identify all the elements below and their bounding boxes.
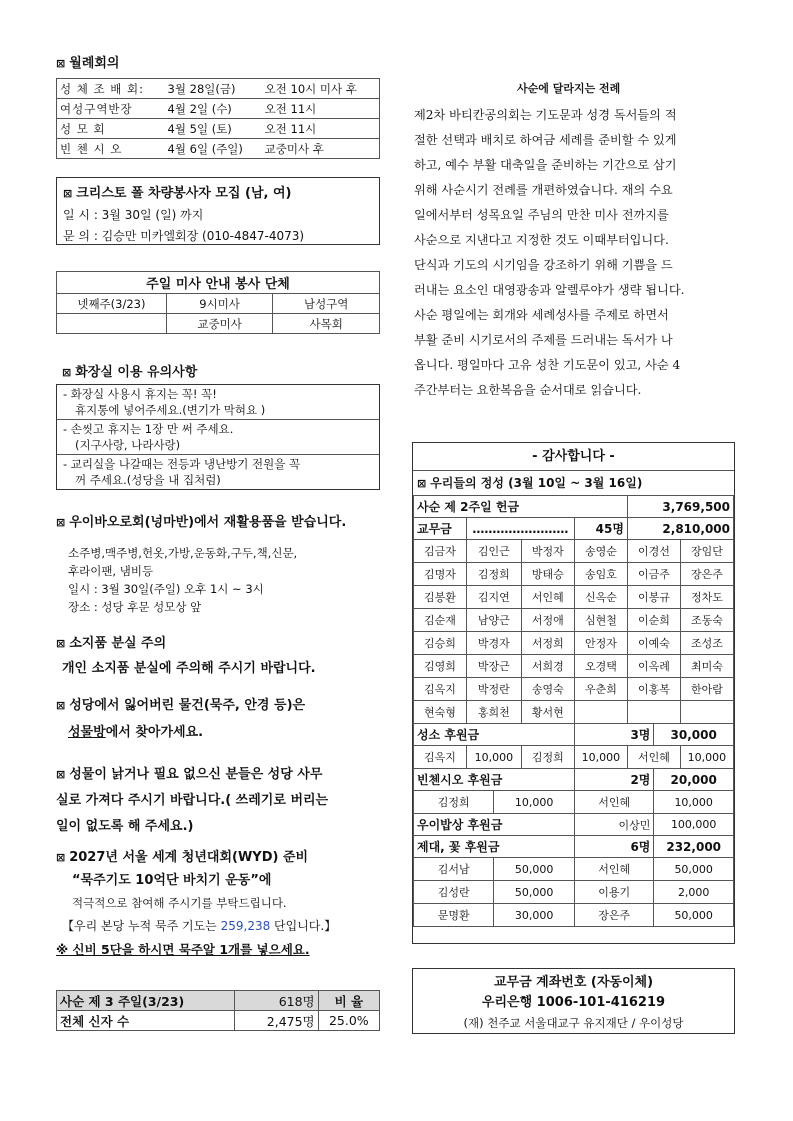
thanks-grid-row [414, 655, 734, 678]
lent-line: 제2차 바티칸공의회는 기도문과 성경 독서들의 적 [414, 108, 677, 122]
thanks-grid-cell: 박정란 [466, 678, 521, 701]
recycle-items: 소주병,맥주병,헌옷,가방,운동화,구두,책,신문, [68, 546, 298, 560]
thanks-grid-cell: 2,000 [654, 881, 734, 904]
thanks-section-row [414, 769, 734, 791]
recycle-details [68, 544, 297, 616]
mass-guide-table [56, 271, 380, 334]
old-items-line-3: 일이 없도록 해 주세요.) [56, 819, 194, 834]
thanks-grid-cell: 김정희 [466, 563, 521, 586]
bullet-icon: ⊠ [56, 699, 66, 712]
thanks-grid-cell: 우춘희 [574, 678, 627, 701]
thanks-grid-cell: 신옥순 [574, 586, 627, 609]
found-line-2-rest: 에서 찾아가세요. [105, 725, 204, 740]
wyd-line-4 [56, 915, 336, 938]
meeting-cell: 성 모 회 [57, 119, 165, 139]
thanks-grid-cell: 한아람 [680, 678, 733, 701]
restroom-title: 화장실 이용 유의사항 [75, 365, 198, 380]
found-line-1: 성당에서 잃어버린 물건(묵주, 안경 등)은 [69, 698, 306, 713]
thanks-grid-row [414, 904, 734, 927]
mass-guide-cell: 사목회 [273, 314, 380, 334]
thanks-grid-cell: 장은주 [574, 904, 654, 927]
volunteer-title: 크리스토 폴 차량봉사자 모집 (남, 여) [76, 186, 292, 201]
old-items-line-2: 실로 가져다 주시기 바랍니다.( 쓰레기로 버리는 [56, 793, 329, 808]
thanks-grid-row [414, 858, 734, 881]
thanks-grid-cell: 서인혜 [574, 791, 654, 814]
recycle-title: 우이바오로회(넝마반)에서 재활용품을 받습니다. [69, 515, 347, 530]
restroom-item-line: 꺼 주세요.(성당을 내 집처럼) [75, 473, 221, 487]
vincent-amount: 20,000 [654, 769, 734, 791]
restroom-item [57, 385, 379, 420]
lent-line: 절한 선택과 배치로 하여금 세례를 준비할 수 있게 [414, 133, 677, 147]
lent-line: 러내는 요소인 대영광송과 알렐루야가 생략 됩니다. [414, 283, 685, 297]
mass-guide-cell [57, 314, 167, 334]
restroom-item-line: - 교리실을 나갈때는 전등과 냉난방기 전원을 꼭 [63, 457, 301, 471]
attendance-cell: 2,475명 [234, 1011, 318, 1031]
mass-guide-cell: 남성구역 [273, 294, 380, 314]
thanks-grid-cell: 장임단 [680, 540, 733, 563]
thanks-grid-cell: 50,000 [494, 881, 575, 904]
thanks-period-row [413, 471, 734, 495]
account-holder: (재) 천주교 서울대교구 유지재단 / 우이성당 [463, 1016, 684, 1030]
meetings-title: 월례회의 [69, 56, 120, 71]
attendance-cell: 사순 제 3 주일(3/23) [57, 991, 235, 1011]
meeting-row [57, 79, 380, 99]
volunteer-box [56, 177, 380, 245]
vincent-label: 빈첸시오 후원금 [414, 769, 575, 791]
wyd-notice [56, 846, 336, 961]
thanks-grid-cell: 안정자 [574, 632, 627, 655]
attendance-cell: 618명 [234, 991, 318, 1011]
thanks-grid-row [414, 609, 734, 632]
thanks-grid-cell: 서희경 [521, 655, 574, 678]
thanks-grid-cell: 김정희 [521, 746, 574, 769]
thanks-grid-cell: 조성조 [680, 632, 733, 655]
attendance-cell: 전체 신자 수 [57, 1011, 235, 1031]
attendance-table [56, 990, 380, 1031]
altar-amount: 232,000 [654, 836, 734, 858]
thanks-grid-cell: 김지연 [466, 586, 521, 609]
meeting-row [57, 119, 380, 139]
thanks-box [412, 442, 735, 944]
wyd-line-3: 적극적으로 참여해 주시기를 부탁드립니다. [72, 896, 287, 910]
meeting-cell: 3월 28일(금) [165, 79, 262, 99]
thanks-grid-row [414, 701, 734, 724]
thanks-grid-cell: 오경택 [574, 655, 627, 678]
thanks-section-row [414, 496, 734, 518]
sanctuary-label: 성소 후원금 [414, 724, 575, 746]
altar-label: 제대, 꽃 후원금 [414, 836, 575, 858]
lent-line: 단식과 기도의 시기임을 강조하기 위해 기쁨을 드 [414, 258, 673, 272]
thanks-grid-cell: 이금주 [627, 563, 680, 586]
tithe-dots: …………………… [466, 518, 574, 540]
mass-guide-row [57, 314, 380, 334]
sunday-offering-label: 사순 제 2주일 헌금 [414, 496, 628, 518]
thanks-grid-cell: 최미숙 [680, 655, 733, 678]
bullet-icon: ⊠ [56, 851, 66, 864]
thanks-grid-cell: 서인혜 [521, 586, 574, 609]
rice-donor: 이상민 [574, 814, 654, 836]
thanks-grid-cell: 김순재 [414, 609, 467, 632]
thanks-grid-cell: 서인혜 [627, 746, 680, 769]
thanks-grid-cell: 박장근 [466, 655, 521, 678]
restroom-item-line: (지구사랑, 나라사랑) [75, 438, 181, 452]
bullet-icon: ⊠ [62, 366, 72, 379]
mass-guide-title: 주일 미사 안내 봉사 단체 [57, 272, 380, 294]
thanks-grid-cell: 10,000 [680, 746, 733, 769]
lost-title: 소지품 분실 주의 [69, 636, 167, 651]
lent-line: 사순 평일에는 회개와 세례성사를 주제로 하면서 [414, 308, 669, 322]
thanks-grid-cell: 김옥지 [414, 746, 467, 769]
meeting-cell: 성 체 조 배 회: [57, 79, 165, 99]
thanks-grid-row [414, 678, 734, 701]
wyd-line-1: 2027년 서울 세계 청년대회(WYD) 준비 [69, 850, 309, 865]
meetings-table [56, 78, 380, 159]
thanks-grid-cell: 김금자 [414, 540, 467, 563]
thanks-grid-cell: 황서현 [521, 701, 574, 724]
thanks-section-row [414, 836, 734, 858]
rice-amount: 100,000 [654, 814, 734, 836]
thanks-grid-row [414, 540, 734, 563]
mass-guide-cell: 교중미사 [166, 314, 273, 334]
meeting-cell: 오전 11시 [262, 99, 380, 119]
thanks-grid-cell: 10,000 [574, 746, 627, 769]
account-box [412, 968, 735, 1034]
restroom-item-line: 휴지통에 넣어주세요.(변기가 막혀요 ) [75, 403, 266, 417]
thanks-grid-cell: 남양근 [466, 609, 521, 632]
bullet-icon: ⊠ [56, 516, 66, 529]
wyd-line-2: “묵주기도 10억단 바치기 운동”에 [72, 873, 272, 888]
thanks-section-row [414, 814, 734, 836]
wyd-count-prefix: 【우리 본당 누적 묵주 기도는 [62, 919, 221, 933]
thanks-grid-row [414, 563, 734, 586]
tithe-count: 45명 [574, 518, 627, 540]
meeting-cell: 빈 첸 시 오 [57, 139, 165, 159]
thanks-grid-cell: 이용기 [574, 881, 654, 904]
meeting-cell: 오전 10시 미사 후 [262, 79, 380, 99]
volunteer-date: 일 시 : 3월 30일 (일) 까지 [63, 208, 204, 222]
bullet-icon: ⊠ [63, 187, 73, 200]
thanks-grid-cell: 송영숙 [521, 678, 574, 701]
sanctuary-count: 3명 [574, 724, 654, 746]
lent-line: 옵니다. 평일마다 고유 성찬 기도문이 있고, 사순 4 [414, 358, 681, 372]
attendance-row [57, 991, 380, 1011]
bullet-icon: ⊠ [417, 477, 427, 490]
lent-line: 주간부터는 요한복음을 순서대로 읽습니다. [414, 383, 642, 397]
tithe-amount: 2,810,000 [627, 518, 733, 540]
thanks-grid-cell: 김성란 [414, 881, 494, 904]
thanks-grid-cell: 김영희 [414, 655, 467, 678]
recycle-heading [56, 511, 346, 530]
sunday-offering-amount: 3,769,500 [627, 496, 733, 518]
meeting-cell: 4월 5일 (토) [165, 119, 262, 139]
thanks-grid-cell: 김승희 [414, 632, 467, 655]
thanks-grid-cell: 서정애 [521, 609, 574, 632]
restroom-item-line: - 화장실 사용시 휴지는 꼭! 꼭! [63, 387, 217, 401]
meeting-row [57, 99, 380, 119]
wyd-rosary-count: 259,238 [220, 919, 271, 933]
thanks-grid-cell: 김서남 [414, 858, 494, 881]
old-items-line-1: 성물이 낡거나 필요 없으신 분들은 성당 사무 [69, 767, 323, 782]
thanks-grid-cell: 현숙형 [414, 701, 467, 724]
mass-guide-cell: 넷째주(3/23) [57, 294, 167, 314]
mass-guide-cell: 9시미사 [166, 294, 273, 314]
thanks-grid-cell: 박경자 [466, 632, 521, 655]
thanks-period: 우리들의 정성 (3월 10일 ~ 3월 16일) [430, 476, 643, 490]
thanks-grid-cell: 박정자 [521, 540, 574, 563]
vincent-count: 2명 [574, 769, 654, 791]
volunteer-contact: 문 의 : 김승만 미카엘회장 (010-4847-4073) [63, 229, 305, 243]
bullet-icon: ⊠ [56, 57, 66, 70]
thanks-grid-cell: 방태승 [521, 563, 574, 586]
recycle-date: 일시 : 3월 30일(주일) 오후 1시 ~ 3시 [68, 582, 264, 596]
attendance-cell: 25.0% [318, 1011, 379, 1031]
thanks-grid-cell: 조동숙 [680, 609, 733, 632]
restroom-box [56, 384, 380, 490]
thanks-title: - 감사합니다 - [413, 443, 734, 471]
lent-line: 부활 준비 시기로서의 주제를 드러내는 독서가 나 [414, 333, 673, 347]
lost-heading [56, 632, 166, 651]
restroom-item [57, 455, 379, 489]
restroom-item [57, 420, 379, 455]
thanks-grid-row [414, 632, 734, 655]
thanks-grid-cell: 김정희 [414, 791, 494, 814]
thanks-grid-cell: 김봉환 [414, 586, 467, 609]
meeting-cell: 4월 6일 (주일) [165, 139, 262, 159]
attendance-row [57, 1011, 380, 1031]
meeting-cell: 여성구역반장 [57, 99, 165, 119]
found-line-2 [68, 721, 203, 740]
restroom-item-line: - 손씻고 휴지는 1장 만 써 주세요. [63, 422, 234, 436]
meetings-heading [56, 52, 119, 71]
thanks-section-row [414, 518, 734, 540]
mass-guide-row [57, 294, 380, 314]
lent-title: 사순에 달라지는 전례 [517, 82, 621, 95]
rice-label: 우이밥상 후원금 [414, 814, 575, 836]
thanks-grid-cell: 이순희 [627, 609, 680, 632]
found-heading [56, 694, 305, 713]
account-title: 교무금 계좌번호 (자동이체) [493, 975, 654, 990]
thanks-grid-cell: 10,000 [494, 791, 575, 814]
restroom-heading [62, 361, 197, 380]
holy-goods-shop-link: 성물방 [68, 725, 106, 740]
thanks-grid-cell [627, 701, 680, 724]
thanks-grid-cell: 송영순 [574, 540, 627, 563]
wyd-count-suffix: 단입니다.】 [270, 919, 337, 933]
thanks-grid-row [414, 746, 734, 769]
thanks-grid-cell: 이예숙 [627, 632, 680, 655]
thanks-grid-cell [574, 701, 627, 724]
thanks-grid-cell: 장은주 [680, 563, 733, 586]
bullet-icon: ⊠ [56, 768, 66, 781]
lent-body [414, 103, 744, 403]
thanks-grid-cell: 10,000 [654, 791, 734, 814]
thanks-grid-cell: 홍희천 [466, 701, 521, 724]
thanks-grid-cell: 김명자 [414, 563, 467, 586]
thanks-grid-cell: 이경선 [627, 540, 680, 563]
lent-line: 일에서부터 성목요일 주님의 만찬 미사 전까지를 [414, 208, 669, 222]
wyd-line-5: ※ 신비 5단을 하시면 묵주알 1개를 넣으세요. [56, 942, 310, 957]
thanks-grid-cell: 50,000 [494, 858, 575, 881]
thanks-grid-cell: 50,000 [654, 904, 734, 927]
thanks-grid-row [414, 791, 734, 814]
sanctuary-amount: 30,000 [654, 724, 734, 746]
old-items-notice [56, 762, 382, 840]
thanks-grid-cell: 이봉규 [627, 586, 680, 609]
recycle-place: 장소 : 성당 후문 성모상 앞 [68, 600, 202, 614]
lent-line: 위해 사순시기 전례를 개편하였습니다. 재의 수요 [414, 183, 673, 197]
thanks-grid-cell: 김인근 [466, 540, 521, 563]
recycle-items-2: 후라이팬, 냄비등 [68, 564, 154, 578]
thanks-grid-cell: 정차도 [680, 586, 733, 609]
thanks-grid-cell: 송임호 [574, 563, 627, 586]
thanks-grid-cell: 서정희 [521, 632, 574, 655]
thanks-grid-row [414, 881, 734, 904]
thanks-grid-cell: 이홍복 [627, 678, 680, 701]
lost-body: 개인 소지품 분실에 주의해 주시기 바랍니다. [62, 661, 316, 676]
volunteer-heading [63, 182, 373, 201]
thanks-grid-cell: 서인혜 [574, 858, 654, 881]
thanks-grid-cell [680, 701, 733, 724]
thanks-grid-cell: 50,000 [654, 858, 734, 881]
thanks-grid-cell: 문명환 [414, 904, 494, 927]
thanks-grid-cell: 김옥지 [414, 678, 467, 701]
altar-count: 6명 [574, 836, 654, 858]
meeting-cell: 오전 11시 [262, 119, 380, 139]
meeting-cell: 교중미사 후 [262, 139, 380, 159]
attendance-cell: 비 율 [318, 991, 379, 1011]
thanks-grid-cell: 심현철 [574, 609, 627, 632]
thanks-grid-cell: 30,000 [494, 904, 575, 927]
thanks-section-row [414, 724, 734, 746]
account-number: 우리은행 1006-101-416219 [481, 995, 666, 1010]
meeting-row [57, 139, 380, 159]
meeting-cell: 4월 2일 (수) [165, 99, 262, 119]
tithe-label: 교무금 [414, 518, 467, 540]
thanks-grid-cell: 10,000 [466, 746, 521, 769]
lent-line: 사순으로 지낸다고 지정한 것도 이때부터입니다. [414, 233, 669, 247]
bullet-icon: ⊠ [56, 637, 66, 650]
thanks-grid-cell: 이옥례 [627, 655, 680, 678]
lent-line: 하고, 예수 부활 대축일을 준비하는 기간으로 삼기 [414, 158, 677, 172]
thanks-grid-row [414, 586, 734, 609]
thanks-table [413, 495, 734, 927]
